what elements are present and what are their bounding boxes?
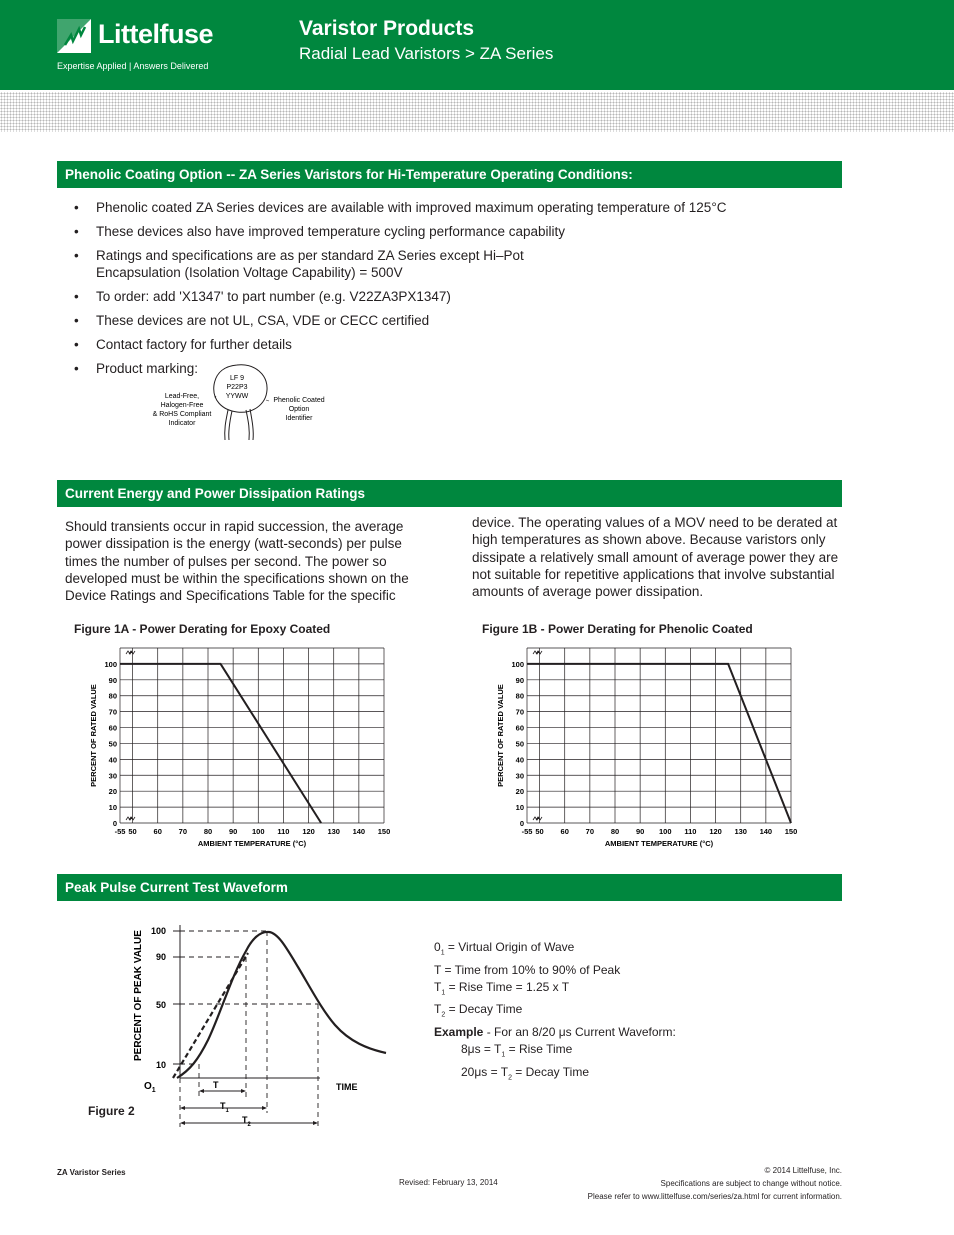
bullet-item: • Ratings and specifications are as per standard ZA Series except Hi–Pot Encapsulation (Isolation Voltage Capability) = 500V [74,247,566,281]
t2-label: $T_2$ [242,1115,251,1128]
left-label-4: Indicator [168,420,196,427]
energy-paragraph-left: Should transients occur in rapid succession, the average power dissipation is the energy (watt-seconds) per pulse times the number of pulses per second. The power so developed must be within the specifications shown on the Device Ratings and Specifications Table for the specific [65,519,409,604]
legend-line-5: Example - For an 8/20 μs Current Waveform: [434,1024,676,1039]
section-heading-waveform: Peak Pulse Current Test Waveform [57,874,842,901]
y-tick-label: 30 [515,771,524,781]
axis-break-mark [126,651,135,654]
o1-label: $O_1$ [144,1081,156,1094]
y-tick-label: 60 [108,723,117,733]
waveform-chart [80,915,400,1135]
waveform-ylabel: PERCENT OF PEAK VALUE [133,930,144,1061]
x-axis-label: AMBIENT TEMPERATURE (°C) [604,839,714,848]
footer-copyright: © 2014 Littelfuse, Inc. [764,1166,842,1175]
x-tick-label: 100 [252,827,265,836]
y-tick-label: 90 [108,675,117,685]
x-tick-label: 80 [610,827,620,836]
x-tick-label: 140 [759,827,773,836]
bullet-item: • These devices also have improved temperature cycling performance capability [74,223,814,240]
legend-line-7: $20\mu s = T_2$ = Decay Time [461,1064,589,1082]
legend-line-4: $T_2$ = Decay Time [434,1002,523,1019]
y-tick-label: 100 [511,659,524,669]
x-tick-label: -55 [114,827,126,836]
x-tick-label: 50 [535,827,544,836]
lead-right [246,409,253,440]
y-axis-label: PERCENT OF RATED VALUE [89,684,98,787]
page-subtitle: Radial Lead Varistors > ZA Series [299,44,554,63]
figure-1a-title: Figure 1A - Power Derating for Epoxy Coated [74,622,331,636]
y-tick-label: 40 [108,755,117,765]
marking-line1: LF 9 [229,375,245,382]
axis-break-mark [126,817,135,820]
right-label-1: Phenolic Coated [273,397,325,404]
chart-figure-1a [80,640,400,855]
right-label-3: Identifier [285,415,313,422]
footer-right [588,1164,842,1203]
y-tick-label: 70 [515,707,524,717]
bullet-item: • Product marking: [74,360,814,377]
y-tick-label: 80 [515,691,524,701]
legend-line-2: T = Time from 10% to 90% of Peak [434,962,621,977]
footer-series: ZA Varistor Series [57,1168,126,1177]
logo-text: Littelfuse [98,19,214,49]
waveform-legend [434,939,676,1086]
x-tick-label: 90 [635,827,645,836]
x-tick-label: 60 [560,827,569,836]
x-tick-label: 70 [585,827,595,836]
section-heading-phenolic: Phenolic Coating Option -- ZA Series Varistors for Hi-Temperature Operating Conditions: [57,161,842,188]
x-tick-label: 70 [178,827,188,836]
product-marking-diagram [140,360,340,445]
x-tick-label: 110 [277,827,290,836]
x-tick-label: 60 [153,827,162,836]
section-heading-energy: Current Energy and Power Dissipation Ratings [57,480,842,507]
bullet-item: • These devices are not UL, CSA, VDE or CECC certified [74,312,814,329]
right-label-2: Option [288,406,310,413]
x-tick-label: 90 [228,827,238,836]
phenolic-bullet-list [74,199,814,384]
x-tick-label: 150 [784,827,798,836]
y-tick-label: 40 [515,755,524,765]
left-label-1: Lead-Free, [164,393,200,400]
x-tick-label: 80 [203,827,213,836]
waveform-ytick: 10 [155,1060,166,1070]
y-tick-label: 10 [108,803,117,813]
x-tick-label: 110 [684,827,697,836]
marking-line3: YYWW [225,393,249,400]
footer-revised: Revised: February 13, 2014 [399,1178,498,1187]
y-axis-label: PERCENT OF RATED VALUE [496,684,505,787]
x-tick-label: 100 [659,827,672,836]
left-label-2: Halogen-Free [160,402,204,409]
x-tick-label: 120 [302,827,315,836]
footer-notice: Specifications are subject to change without notice. [660,1179,842,1188]
x-tick-label: 140 [352,827,366,836]
x-tick-label: 120 [709,827,722,836]
y-tick-label: 60 [515,723,524,733]
y-tick-label: 90 [515,675,524,685]
littelfuse-logo-icon [57,19,91,53]
footer-refer: Please refer to www.littelfuse.com/series/za.html for current information. [587,1192,842,1201]
y-tick-label: 10 [515,803,524,813]
waveform-ytick: 50 [155,1000,166,1010]
page-title: Varistor Products [299,17,475,40]
figure-1b-title: Figure 1B - Power Derating for Phenolic Coated [482,622,753,636]
t1-label: $T_1$ [220,1101,229,1114]
page-header [0,0,954,90]
x-tick-label: -55 [521,827,533,836]
x-tick-label: 130 [734,827,747,836]
waveform-ytick: 90 [155,952,166,962]
x-tick-label: 130 [327,827,340,836]
y-tick-label: 20 [515,787,524,797]
waveform-curve [177,932,386,1078]
y-tick-label: 20 [108,787,117,797]
y-tick-label: 50 [108,739,117,749]
bullet-item: • Phenolic coated ZA Series devices are available with improved maximum operating temperature of 125°C [74,199,814,216]
y-tick-label: 0 [519,819,524,828]
dot-pattern-band [0,92,954,132]
legend-line-6: $8\mu s = T_1$ = Rise Time [461,1042,573,1059]
tagline: Expertise Applied | Answers Delivered [57,61,209,71]
legend-line-3: $T_1$ = Rise Time = 1.25 x T [434,979,570,997]
x-tick-label: 150 [377,827,391,836]
lead-left [225,410,232,440]
left-label-3: & RoHS Compliant [152,411,212,418]
marking-line2: P22P3 [226,384,248,391]
axis-break-mark [533,817,542,820]
waveform-ytick: 100 [150,926,166,936]
chart-figure-1b [487,640,807,855]
figure-2-label: Figure 2 [88,1104,135,1118]
x-tick-label: 50 [128,827,137,836]
bullet-item: • To order: add 'X1347' to part number (e.g. V22ZA3PX1347) [74,288,814,305]
t-label: T [213,1080,219,1090]
y-tick-label: 80 [108,691,117,701]
y-tick-label: 0 [112,819,117,828]
x-axis-label: AMBIENT TEMPERATURE (°C) [197,839,307,848]
y-tick-label: 50 [515,739,524,749]
y-tick-label: 30 [108,771,117,781]
time-label: TIME [336,1082,358,1092]
axis-break-mark [533,651,542,654]
y-tick-label: 70 [108,707,117,717]
energy-paragraph-right: device. The operating values of a MOV need to be derated at high temperatures as shown above. Because varistors only dissipate a relatively small amount of average power they are not suitable for repetitive applications that involve substantial amounts of average power dissipation. [472,515,839,600]
bullet-item: • Contact factory for further details [74,336,814,353]
legend-line-1: $0_1$ = Virtual Origin of Wave [434,940,575,957]
y-tick-label: 100 [104,659,117,669]
